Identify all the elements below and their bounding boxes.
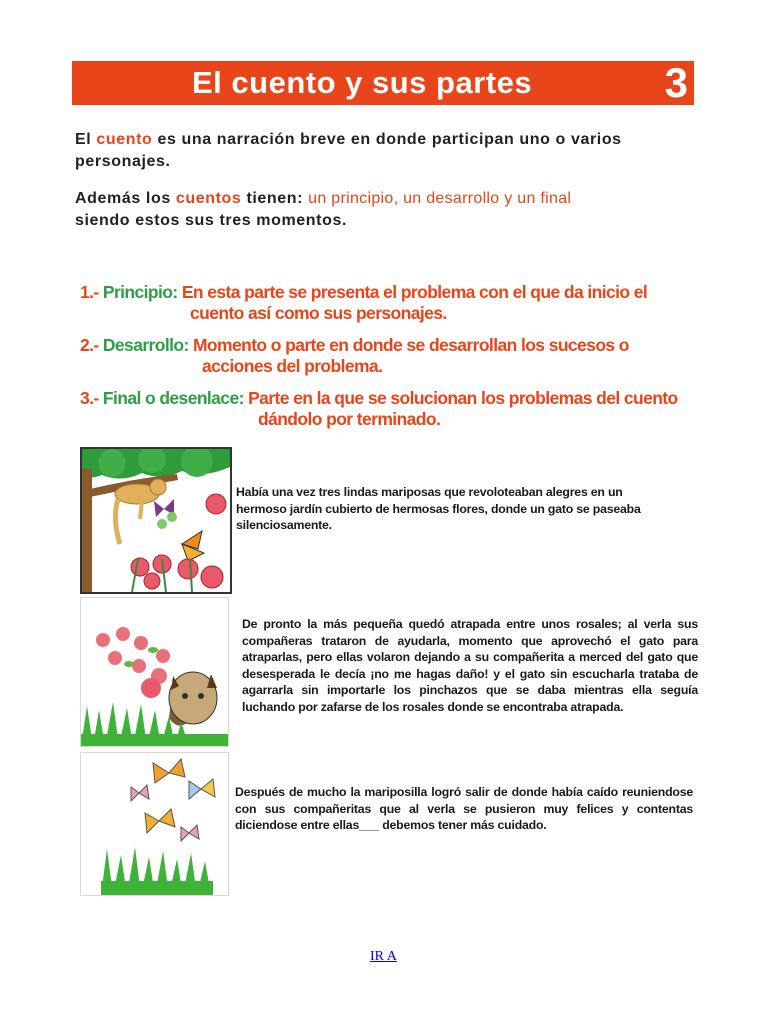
part-final xyxy=(80,388,720,430)
illustration-butterflies xyxy=(80,752,229,896)
part-number: 2.- xyxy=(80,335,99,355)
title-bar xyxy=(72,61,694,105)
intro-text: Además los xyxy=(75,190,176,207)
intro-paragraph-1 xyxy=(75,129,705,173)
intro-text: siendo estos sus tres momentos. xyxy=(75,212,348,229)
part-desarrollo xyxy=(80,335,720,377)
part-text: Parte en la que se solucionan los problemas del cuento xyxy=(248,388,678,408)
part-label: Principio: xyxy=(98,282,182,302)
part-text: Momento o parte en donde se desarrollan los sucesos o xyxy=(192,335,629,355)
intro-paragraph-2 xyxy=(75,188,705,232)
part-text: cuento así como sus personajes. xyxy=(190,303,447,323)
intro-text: El xyxy=(75,131,97,148)
story-paragraph-1: Había una vez tres lindas mariposas que revoloteaban alegres en un hermoso jardín cubierto de hermosas flores, donde un gato se paseaba silenciosamente. xyxy=(236,485,641,532)
intro xyxy=(75,129,705,232)
intro-text: tienen: xyxy=(241,190,309,207)
highlight-cuento: cuento xyxy=(96,131,153,148)
part-number: 3.- xyxy=(80,388,99,408)
page-number: 3 xyxy=(664,59,688,106)
part-principio xyxy=(80,282,720,324)
illustration-tree-cat xyxy=(80,447,232,594)
part-text: acciones del problema. xyxy=(202,356,383,376)
part-number: 1.- xyxy=(80,282,99,302)
part-text: dándolo por terminado. xyxy=(258,409,441,429)
highlight-momentos: un principio, un desarrollo y un final xyxy=(308,190,572,207)
story-paragraph-3: Después de mucho la mariposilla logró salir de donde había caído reuniendose con sus compañeritas que al verla se pusieron muy felices y contentas diciendose entre ellas___ debemos tener más cuidado. xyxy=(235,785,693,832)
part-label: Desarrollo: xyxy=(98,335,193,355)
illustration-roses-cat xyxy=(80,597,229,747)
intro-text: es una narración breve en donde participan uno o varios personajes. xyxy=(75,131,622,170)
page-title: El cuento y sus partes xyxy=(192,65,533,100)
ir-a-link[interactable]: IR A xyxy=(370,949,397,964)
highlight-cuentos: cuentos xyxy=(175,190,242,207)
story-paragraph-2: De pronto la más pequeña quedó atrapada entre unos rosales; al verla sus compañeras trataron de ayudarla, momento que aprovechó el gato para atraparlas, pero ellas volaron dejando a su compañerita a merced del gato que desesperada le decía ¡no me hagas daño! y el gato sin escucharla trataba de agarrarla sin importarle los pinchazos que se daba mientras ella seguía luchando por zafarse de los rosales donde se encontraba atrapada. xyxy=(242,617,698,714)
parts-list xyxy=(80,282,720,441)
part-label: Final o desenlace: xyxy=(98,388,249,408)
part-text: En esta parte se presenta el problema con el que da inicio el xyxy=(181,282,648,302)
